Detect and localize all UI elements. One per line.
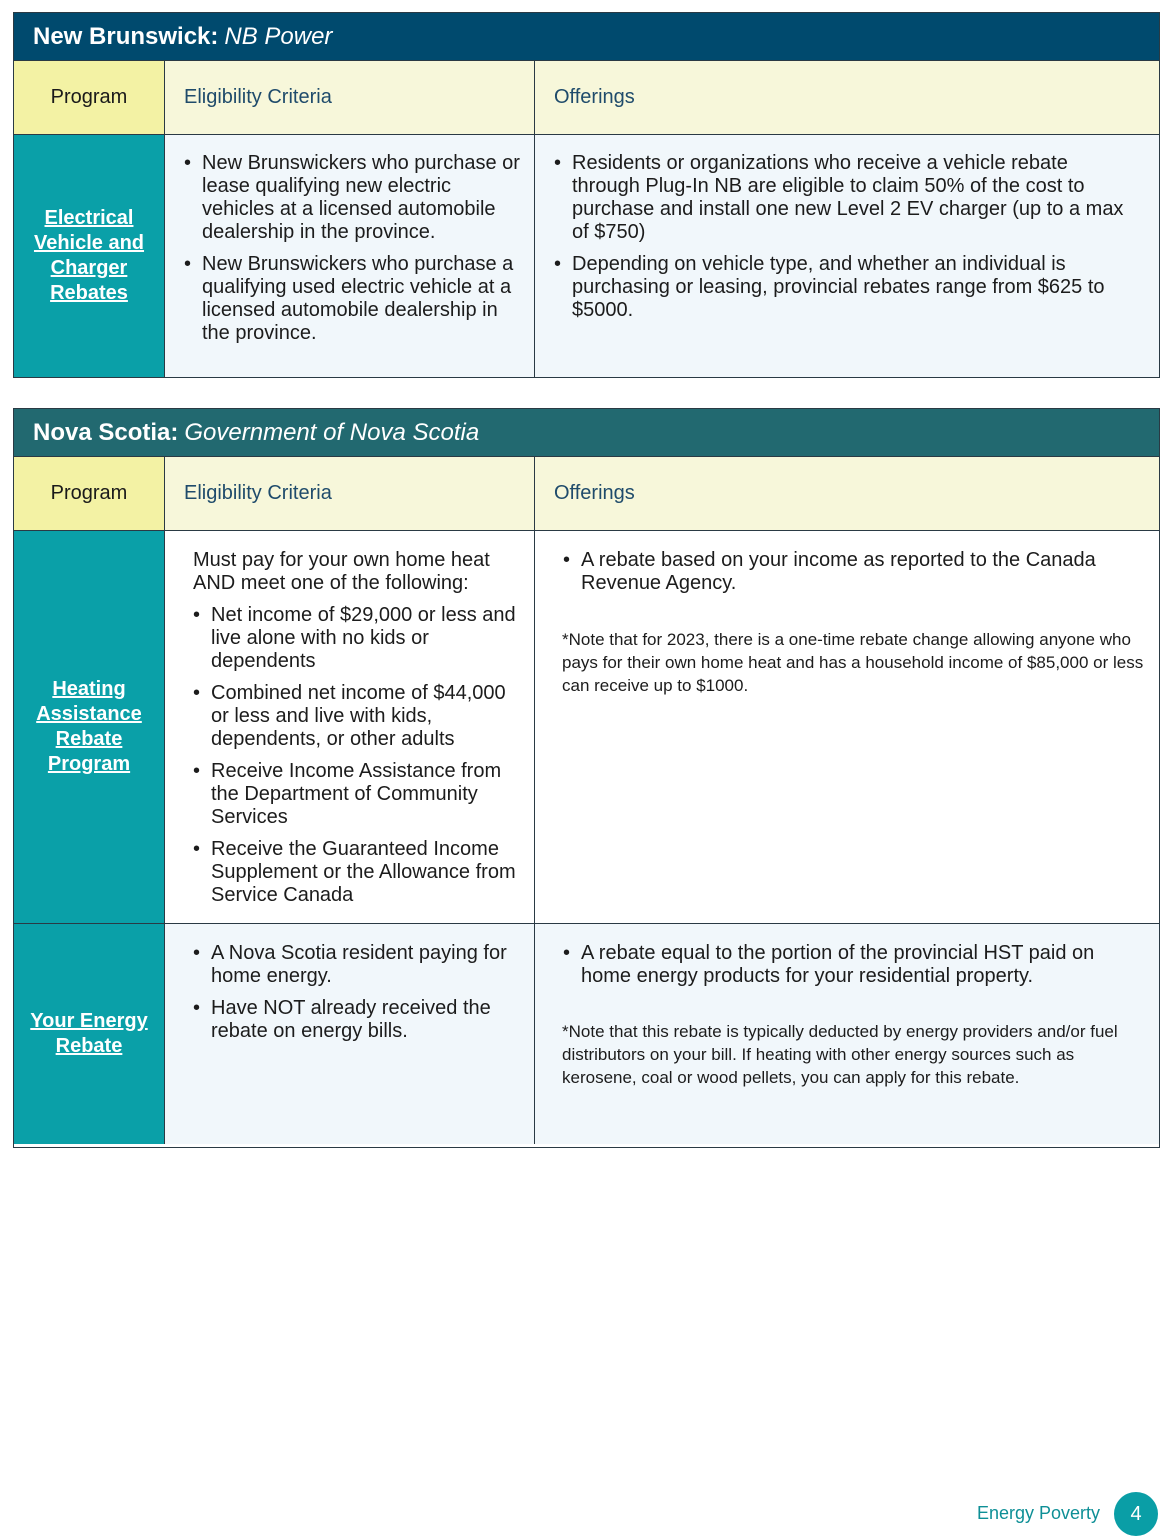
offerings-list [563,549,1145,595]
table-row [14,530,1159,923]
eligibility-lead: Must pay for your own home heat AND meet one of the following: [193,549,490,594]
eligibility-cell [164,531,534,923]
table-row [14,923,1159,1144]
program-cell [14,135,164,377]
eligibility-list [193,942,526,1043]
nova-scotia-table [13,408,1160,1148]
column-header-eligibility: Eligibility Criteria [164,61,534,134]
program-cell [14,924,164,1144]
offerings-list [554,152,1141,322]
list-item: • New Brunswickers who purchase a qualifying used electric vehicle at a licensed automobile dealership in the province. [184,253,522,345]
offerings-cell [534,924,1159,1144]
column-header-offerings: Offerings [534,457,1159,530]
region-provider: NB Power [224,22,333,50]
region-name: New Brunswick [33,22,211,50]
list-item: • A Nova Scotia resident paying for home energy. [193,942,526,988]
offerings-note: *Note that for 2023, there is a one-time rebate change allowing anyone who pays for their own home heat and has a household income of $85,000 or less can receive up to $1000. [562,630,1144,695]
region-separator: : [210,22,219,50]
program-link-your-energy-rebate[interactable]: Your Energy Rebate [30,1010,148,1057]
list-item: • Receive the Guaranteed Income Supplement or the Allowance from Service Canada [193,838,526,907]
region-header [14,13,1159,60]
list-item: • Residents or organizations who receive a vehicle rebate through Plug-In NB are eligible to claim 50% of the cost to purchase and install one new Level 2 EV charger (up to a max of $750) [554,152,1141,244]
column-header-eligibility: Eligibility Criteria [164,457,534,530]
page-number-badge: 4 [1114,1492,1158,1536]
footer-label: Energy Poverty [977,1503,1101,1523]
region-header [14,409,1159,456]
program-link-ev-rebates[interactable]: Electrical Vehicle and Charger Rebates [33,207,145,304]
region-name: Nova Scotia [33,418,171,446]
program-link-heating-assistance[interactable]: Heating Assistance Rebate Program [36,678,142,775]
eligibility-list [193,604,526,907]
program-cell [14,531,164,923]
offerings-list [563,942,1147,988]
list-item: • Have NOT already received the rebate on energy bills. [193,997,526,1043]
eligibility-list [184,152,522,345]
column-header-program: Program [14,61,164,134]
list-item: • Receive Income Assistance from the Department of Community Services [193,760,526,829]
offerings-cell [534,135,1159,377]
eligibility-cell [164,135,534,377]
list-item: • Combined net income of $44,000 or less and live with kids, dependents, or other adults [193,682,526,751]
eligibility-cell [164,924,534,1144]
list-item: • Net income of $29,000 or less and live alone with no kids or dependents [193,604,526,673]
table-row [14,134,1159,377]
region-provider: Government of Nova Scotia [184,418,480,446]
column-header-offerings: Offerings [534,61,1159,134]
column-header-program: Program [14,457,164,530]
list-item: • A rebate based on your income as reported to the Canada Revenue Agency. [563,549,1145,595]
column-header-row [14,456,1159,530]
region-separator: : [170,418,179,446]
offerings-cell [534,531,1159,923]
column-header-row [14,60,1159,134]
offerings-note: *Note that this rebate is typically deducted by energy providers and/or fuel distributors on your bill. If heating with other energy sources such as kerosene, coal or wood pellets, you can apply for this rebate. [562,1022,1118,1087]
new-brunswick-table [13,12,1160,378]
list-item: • Depending on vehicle type, and whether an individual is purchasing or leasing, provincial rebates range from $625 to $5000. [554,253,1141,322]
list-item: • New Brunswickers who purchase or lease qualifying new electric vehicles at a licensed automobile dealership in the province. [184,152,522,244]
list-item: • A rebate equal to the portion of the provincial HST paid on home energy products for your residential property. [563,942,1147,988]
